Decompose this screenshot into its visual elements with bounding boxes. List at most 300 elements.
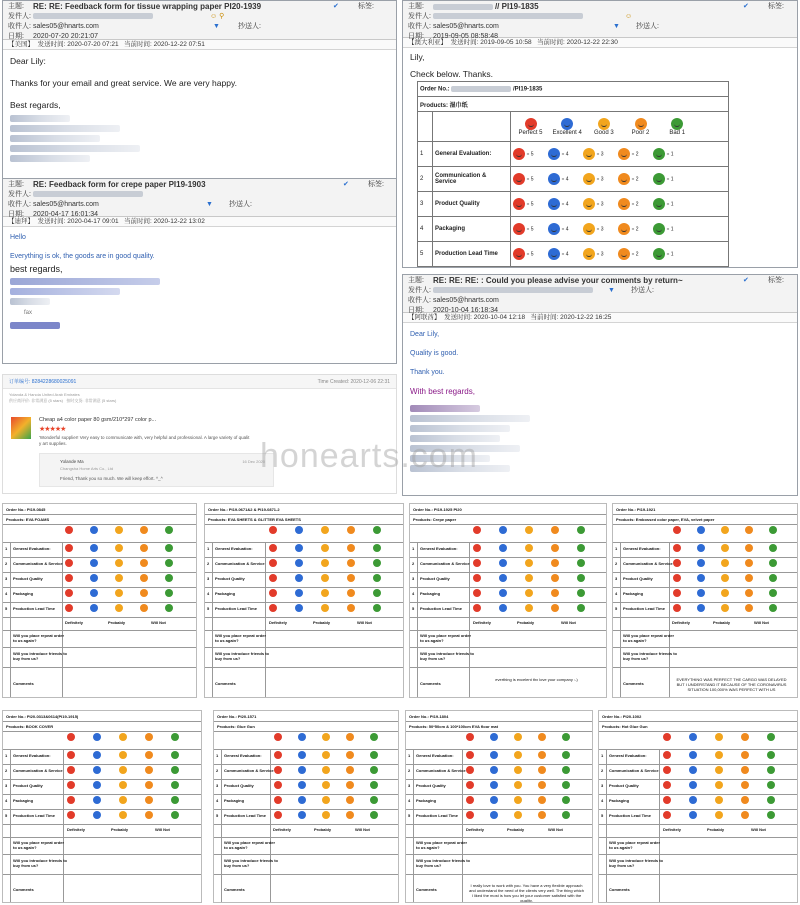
bad-face-icon: [671, 118, 683, 130]
flag-label: 标签:: [358, 3, 374, 10]
rating-dot: [295, 544, 303, 552]
rating-dot: [562, 751, 570, 759]
rating-dot: [769, 544, 777, 552]
email-date: 2020-10-04 16:18:34: [433, 307, 498, 314]
order-time: Time Created: 2020-12-06 22:31: [317, 379, 390, 385]
email-meta: 【迪拜】 发送时间: 2020-04-17 09:01 当前时间: 2020-12-22 13:02: [3, 217, 396, 227]
mini-products: Products: 50*50cm & 100*100cm EVA floor mat: [409, 724, 498, 729]
mini-order-no: Order No.: PI20-0313&0614(PI19-1915): [6, 714, 79, 719]
rating-dot: [577, 544, 585, 552]
rating-dot: [274, 781, 282, 789]
rating-dot: [689, 766, 697, 774]
mini-products: Products: Embossed color paper, EVA, velvet paper: [616, 517, 715, 522]
rating-dot: [322, 796, 330, 804]
rating-dot: [715, 796, 723, 804]
rating-dot: [295, 526, 303, 534]
rating-dot: [119, 796, 127, 804]
rating-dot: [473, 526, 481, 534]
rating-dot: [298, 733, 306, 741]
rating-dot: [145, 796, 153, 804]
rating-dot: [295, 589, 303, 597]
rating-dot: [721, 526, 729, 534]
to-label: 收件人:: [8, 23, 31, 30]
rating-dot: [370, 796, 378, 804]
mini-order-no: Order No.: PI20-1002: [602, 714, 642, 719]
rating-dot: [466, 751, 474, 759]
rating-dot: [322, 811, 330, 819]
rating-dot: [65, 574, 73, 582]
rating-dot: [119, 733, 127, 741]
rating-dot: [93, 751, 101, 759]
rating-dot: [370, 751, 378, 759]
feedback-form-thumbnail[interactable]: Order No.: PI20-0313&0614(PI19-1915) Products: BOOK COVER 1 General Evaluation: 2 Communication & Service 3 Product Quality 4 Packaging 5 Production Lead Time Definitely Probably Will Not Will you place repeat order to us again? Will you introduce friends to buy from us? Comments: [2, 710, 202, 903]
rating-dot: [373, 544, 381, 552]
rating-dot: [490, 766, 498, 774]
good-face-icon: [598, 118, 610, 130]
rating-dot: [673, 526, 681, 534]
rating-dot: [490, 811, 498, 819]
email-subject: RE: Feedback form for crepe paper PI19-1903: [33, 180, 206, 189]
rating-dot: [321, 526, 329, 534]
rating-dot: [499, 559, 507, 567]
rating-dot: [490, 751, 498, 759]
order-number[interactable]: 订单编号: 8284228680025091: [9, 379, 77, 385]
dropdown-icon[interactable]: ▼: [613, 23, 620, 30]
rating-dot: [715, 811, 723, 819]
rating-dot: [689, 733, 697, 741]
rating-dot: [140, 589, 148, 597]
rating-dot: [538, 781, 546, 789]
rating-dot: [715, 733, 723, 741]
rating-stars: ★★★★★: [39, 426, 66, 433]
rating-dot: [745, 526, 753, 534]
rating-dot: [298, 796, 306, 804]
rating-dot: [525, 526, 533, 534]
rating-dot: [140, 574, 148, 582]
rating-dot: [490, 796, 498, 804]
rating-dot: [525, 589, 533, 597]
rating-dot: [514, 796, 522, 804]
rating-face-icon: [513, 148, 525, 160]
rating-dot: [322, 766, 330, 774]
rating-dot: [115, 526, 123, 534]
rating-dot: [673, 589, 681, 597]
rating-dot: [525, 574, 533, 582]
rating-dot: [119, 766, 127, 774]
flag-icon[interactable]: ✔: [743, 277, 749, 284]
rating-dot: [171, 781, 179, 789]
mini-products: Products: Crepe paper: [413, 517, 457, 522]
rating-dot: [93, 733, 101, 741]
rating-face-icon: [618, 223, 630, 235]
rating-dot: [538, 766, 546, 774]
feedback-form-thumbnail[interactable]: Order No.: PI20-1002 Products: Hot Glue Gun 1 General Evaluation: 2 Communication & Service 3 Product Quality 4 Packaging 5 Production Lead Time Definitely Probably Will Not Will you place repeat order to us again? Will you introduce friends to buy from us? Comments: [598, 710, 798, 903]
rating-dot: [145, 766, 153, 774]
rating-dot: [90, 544, 98, 552]
products-cell: Products: 湿巾纸: [418, 97, 729, 112]
email-subject: RE: RE: Feedback form for tissue wrapping paper PI20-1939: [33, 2, 262, 11]
rating-dot: [663, 811, 671, 819]
rating-dot: [741, 811, 749, 819]
rating-dot: [165, 544, 173, 552]
rating-dot: [347, 589, 355, 597]
rating-dot: [673, 604, 681, 612]
rating-dot: [346, 781, 354, 789]
rating-dot: [274, 751, 282, 759]
rating-dot: [346, 751, 354, 759]
feedback-form-thumbnail[interactable]: Order No.: PI19-0671&2 & PI19-0871-2 Products: EVA SHEETS & GLITTER EVA SHEETS 1 General Evaluation: 2 Communication & Service 3 Product Quality 4 Packaging 5 Production Lead Time Definitely Probably Will Not Will you place repeat order to us again? Will you introduce friends to buy from us? Comments: [204, 503, 404, 698]
rating-dot: [322, 733, 330, 741]
rating-dot: [663, 781, 671, 789]
rating-dot: [473, 559, 481, 567]
rating-dot: [65, 589, 73, 597]
rating-dot: [373, 526, 381, 534]
mini-comment: I really love to work with you. You have a very flexible approach and understand the need of the clients very well. The thing which I liked the most is how you let your customer satisfied with the quality.: [469, 883, 584, 903]
sender-redacted: [33, 13, 153, 19]
review-card[interactable]: 订单编号: 8284228680025091 Time Created: 2020-12-06 22:31 Yolanda & Hanoia United Arab Emirates 供应商评价: 非常满意 (5 stars) 按时交货: 非常满意 (5 stars) Cheap a4 color paper 80 gsm/210*297 color p... ★★★★★ 'Wonderful supplier! Very easy to communicate with, very helpful and professional. A large variety of qualit y art supplies. Yolande Ma Changsha Home Arts Co., Ltd 16 Dec 2020 Friend, Thank you so much. We will keep effort. ^_^: [2, 374, 397, 494]
rating-face-icon: [583, 198, 595, 210]
rating-dot: [741, 733, 749, 741]
rating-dot: [171, 796, 179, 804]
rating-dot: [295, 604, 303, 612]
dropdown-icon[interactable]: ▼: [213, 23, 220, 30]
rating-dot: [347, 559, 355, 567]
rating-dot: [466, 766, 474, 774]
rating-dot: [115, 559, 123, 567]
rating-dot: [697, 559, 705, 567]
rating-dot: [745, 574, 753, 582]
rating-dot: [269, 544, 277, 552]
contact-icon[interactable]: ☺: [625, 13, 633, 20]
table-row: 1 General Evaluation: ○ 5 ○ 4 ○ 3 ○ 2 ○ 1: [418, 142, 729, 167]
rating-dot: [274, 766, 282, 774]
rating-dot: [65, 526, 73, 534]
rating-dot: [295, 559, 303, 567]
buyer-info: Yolanda & Hanoia United Arab Emirates: [9, 392, 80, 397]
mini-products: Products: EVA SHEETS & GLITTER EVA SHEETS: [208, 517, 301, 522]
redacted-signature: [10, 115, 70, 122]
rating-dot: [562, 766, 570, 774]
feedback-form-thumbnail[interactable]: Order No.: PI19-1921 Products: Embossed color paper, EVA, velvet paper 1 General Evaluation: 2 Communication & Service 3 Product Quality 4 Packaging 5 Production Lead Time Definitely Probably Will Not Will you place repeat order to us again? Will you introduce friends to buy from us? Comments EVERYTHING WAS PERFECT THE CARGO WAS DELAYED BUT I UNDERSTAND IT BECAUSE OF THE CORONAVIRUS SITUATION 100,000% WAS PERFECT WITH US: [612, 503, 798, 698]
rating-dot: [269, 589, 277, 597]
rating-dot: [499, 589, 507, 597]
rating-dot: [697, 526, 705, 534]
rating-dot: [298, 781, 306, 789]
rating-dot: [551, 544, 559, 552]
rating-face-icon: [653, 198, 665, 210]
rating-dot: [90, 526, 98, 534]
rating-dot: [274, 811, 282, 819]
rating-dot: [165, 574, 173, 582]
rating-dot: [67, 733, 75, 741]
rating-face-icon: [618, 148, 630, 160]
rating-dot: [525, 544, 533, 552]
rating-dot: [514, 733, 522, 741]
rating-dot: [322, 751, 330, 759]
rating-dot: [321, 559, 329, 567]
rating-dot: [767, 733, 775, 741]
greeting: Dear Lily:: [10, 56, 46, 66]
rating-dot: [90, 589, 98, 597]
rating-dot: [346, 766, 354, 774]
email-date: 2020-04-17 16:01:34: [33, 211, 98, 218]
rating-dot: [171, 766, 179, 774]
rating-dot: [115, 589, 123, 597]
rating-dot: [65, 559, 73, 567]
rating-dot: [115, 574, 123, 582]
rating-dot: [577, 574, 585, 582]
rating-dot: [721, 559, 729, 567]
rating-dot: [767, 766, 775, 774]
rating-dot: [370, 733, 378, 741]
rating-dot: [538, 751, 546, 759]
table-row: 5 Production Lead Time ○ 5 ○ 4 ○ 3 ○ 2 ○ 1: [418, 242, 729, 267]
flag-icon[interactable]: ✔: [333, 3, 339, 10]
rating-dot: [577, 559, 585, 567]
rating-dot: [115, 604, 123, 612]
recipient: sales05@hnarts.com: [33, 201, 99, 208]
rating-dot: [171, 811, 179, 819]
rating-dot: [767, 796, 775, 804]
rating-dot: [741, 781, 749, 789]
feedback-form-thumbnail[interactable]: Order No.: PI19-1804 Products: 50*50cm & 100*100cm EVA floor mat 1 General Evaluation: 2 Communication & Service 3 Product Quality 4 Packaging 5 Production Lead Time Definitely Probably Will Not Will you place repeat order to us again? Will you introduce friends to buy from us? Comments I really love to work with you. You have a very flexible approach and understand the need of the clients very well. The thing which I liked the most is how you let your customer satisfied with the quality.: [405, 710, 593, 903]
flag-icon[interactable]: ✔: [343, 181, 349, 188]
rating-dot: [321, 589, 329, 597]
rating-face-icon: [513, 248, 525, 260]
rating-dot: [551, 559, 559, 567]
rating-dot: [721, 589, 729, 597]
rating-dot: [321, 544, 329, 552]
rating-dot: [298, 751, 306, 759]
rating-dot: [473, 604, 481, 612]
rating-dot: [577, 604, 585, 612]
rating-dot: [577, 589, 585, 597]
rating-dot: [473, 544, 481, 552]
rating-dot: [93, 781, 101, 789]
feedback-table: Order No.: /PI19-1835 Products: 湿巾纸 Perfect 5 Excellent 4 Good 3 Poor 2 Bad 1 1 General Evaluation: ○ 5 ○ 4 ○ 3 ○ 2 ○ 1 2 Communication & Service ○ 5 ○ 4 ○ 3 ○ 2 ○ 1 3 Product Quality ○ 5 ○ 4 ○ 3 ○ 2 ○ 1 4 Packaging ○ 5 ○ 4 ○ 3 ○ 2 ○ 1 5 Production Lead Time ○ 5 ○ 4 ○ 3 ○ 2 ○ 1: [417, 81, 729, 267]
rating-face-icon: [653, 248, 665, 260]
rating-dot: [689, 781, 697, 789]
rating-dot: [67, 751, 75, 759]
rating-dot: [689, 811, 697, 819]
rating-dot: [269, 574, 277, 582]
rating-dot: [373, 559, 381, 567]
rating-dot: [347, 574, 355, 582]
poor-face-icon: [635, 118, 647, 130]
recipient: sales05@hnarts.com: [433, 23, 499, 30]
rating-dot: [689, 751, 697, 759]
rating-dot: [171, 751, 179, 759]
rating-dot: [499, 604, 507, 612]
mini-order-no: Order No.: PI19-1921: [616, 507, 656, 512]
rating-dot: [745, 544, 753, 552]
rating-dot: [551, 526, 559, 534]
rating-dot: [767, 811, 775, 819]
mini-products: Products: Glue Gun: [217, 724, 255, 729]
rating-dot: [741, 766, 749, 774]
rating-dot: [514, 766, 522, 774]
rating-face-icon: [548, 248, 560, 260]
rating-dot: [715, 781, 723, 789]
signoff: Best regards,: [10, 100, 61, 110]
rating-dot: [525, 604, 533, 612]
rating-dot: [562, 796, 570, 804]
rating-dot: [140, 526, 148, 534]
dropdown-icon[interactable]: ▼: [608, 287, 615, 294]
feedback-form-thumbnail[interactable]: Order No.: PI19-1925 PI20 Products: Crepe paper 1 General Evaluation: 2 Communication & Service 3 Product Quality 4 Packaging 5 Production Lead Time Definitely Probably Will Not Will you place repeat order to us again? Will you introduce friends to buy from us? Comments everthing is excelent thx love your company :-): [409, 503, 607, 698]
rating-dot: [769, 574, 777, 582]
email-panel-3[interactable]: [2, 178, 397, 364]
rating-dot: [466, 811, 474, 819]
review-text: 'Wonderful supplier! Very easy to communicate with, very helpful and professional. A large variety of qualit y art supplies.: [39, 435, 250, 446]
rating-dot: [67, 766, 75, 774]
rating-dot: [767, 751, 775, 759]
from-label: 发件人:: [8, 13, 31, 20]
rating-dot: [269, 526, 277, 534]
mini-products: Products: EVA FOAMS: [6, 517, 50, 522]
rating-dot: [745, 559, 753, 567]
sender-redacted: [433, 13, 583, 19]
rating-dot: [663, 796, 671, 804]
rating-dot: [274, 796, 282, 804]
rating-dot: [346, 733, 354, 741]
contact-icon[interactable]: ☺ ⚲: [210, 13, 225, 20]
mini-order-no: Order No.: PI19-1804: [409, 714, 449, 719]
rating-dot: [346, 811, 354, 819]
rating-dot: [347, 604, 355, 612]
email-body: Dear Lily, Quality is good. Thank you. With best regards,: [403, 323, 797, 481]
rating-face-icon: [653, 173, 665, 185]
rating-dot: [165, 526, 173, 534]
rating-face-icon: [583, 148, 595, 160]
rating-dot: [145, 733, 153, 741]
rating-dot: [321, 574, 329, 582]
rating-dot: [767, 781, 775, 789]
rating-dot: [274, 733, 282, 741]
rating-dot: [499, 526, 507, 534]
rating-dot: [551, 589, 559, 597]
rating-dot: [145, 811, 153, 819]
cc-label: 抄送人:: [238, 23, 261, 30]
mini-order-no: Order No.: PI19-0845: [6, 507, 46, 512]
dropdown-icon[interactable]: ▼: [206, 201, 213, 208]
rating-dot: [715, 751, 723, 759]
rating-dot: [347, 526, 355, 534]
rating-dot: [551, 604, 559, 612]
rating-dot: [119, 751, 127, 759]
rating-dot: [93, 796, 101, 804]
email-body: Hello Everything is ok, the goods are in good quality. best regards, fax: [3, 227, 396, 337]
rating-face-icon: [653, 223, 665, 235]
table-row: 3 Product Quality ○ 5 ○ 4 ○ 3 ○ 2 ○ 1: [418, 192, 729, 217]
email-header: 主题: // PI19-1835 ✔ 标签: 发件人: ☺ 收件人: sales05@hnarts.com ▼ 抄送人: 日期: 2019-09-05 08:58:48: [403, 1, 797, 38]
rating-dot: [769, 559, 777, 567]
rating-dot: [373, 604, 381, 612]
rating-dot: [269, 559, 277, 567]
rating-dot: [697, 544, 705, 552]
rating-dot: [140, 544, 148, 552]
rating-dot: [769, 589, 777, 597]
feedback-form-thumbnail[interactable]: Order No.: PI20-1571 Products: Glue Gun 1 General Evaluation: 2 Communication & Service 3 Product Quality 4 Packaging 5 Production Lead Time Definitely Probably Will Not Will you place repeat order to us again? Will you introduce friends to buy from us? Comments: [213, 710, 399, 903]
rating-dot: [525, 559, 533, 567]
rating-dot: [769, 526, 777, 534]
rating-dot: [119, 781, 127, 789]
feedback-form-thumbnail[interactable]: Order No.: PI19-0845 Products: EVA FOAMS 1 General Evaluation: 2 Communication & Service 3 Product Quality 4 Packaging 5 Production Lead Time Definitely Probably Will Not Will you place repeat order to us again? Will you introduce friends to buy from us? Comments: [2, 503, 197, 698]
rating-face-icon: [548, 223, 560, 235]
rating-dot: [551, 574, 559, 582]
email-date: 2019-09-05 08:58:48: [433, 33, 498, 40]
rating-dot: [741, 796, 749, 804]
rating-dot: [697, 589, 705, 597]
email-header: 主题: RE: Feedback form for crepe paper PI19-1903 ✔ 标签: 发件人: 收件人: sales05@hnarts.com ▼ 抄送人: 日期: 2020-04-17 16:01:34: [3, 179, 396, 217]
rating-face-icon: [548, 173, 560, 185]
email-meta: 【澳大利亚】 发送时间: 2019-09-05 10:58 当前时间: 2020-12-22 22:30: [403, 38, 797, 48]
rating-dot: [298, 766, 306, 774]
rating-dot: [370, 781, 378, 789]
rating-dot: [721, 574, 729, 582]
rating-dot: [514, 751, 522, 759]
rating-dot: [347, 544, 355, 552]
table-row: 2 Communication & Service ○ 5 ○ 4 ○ 3 ○ 2 ○ 1: [418, 167, 729, 192]
mini-comment: EVERYTHING WAS PERFECT THE CARGO WAS DELAYED BUT I UNDERSTAND IT BECAUSE OF THE CORONAVIRUS SITUATION 100,000% WAS PERFECT WITH US: [676, 677, 787, 692]
rating-dot: [577, 526, 585, 534]
perfect-face-icon: [525, 118, 537, 130]
rating-dot: [514, 811, 522, 819]
sender-redacted: [33, 191, 143, 197]
rating-dot: [93, 811, 101, 819]
rating-dot: [721, 604, 729, 612]
rating-dot: [466, 796, 474, 804]
rating-dot: [67, 781, 75, 789]
email-subject: RE: RE: RE: : Could you please advise your comments by return~: [433, 276, 683, 285]
email-meta: 【阿联酋】 发送时间: 2020-10-04 12:18 当前时间: 2020-12-22 16:25: [403, 313, 797, 323]
rating-face-icon: [618, 173, 630, 185]
rating-dot: [697, 574, 705, 582]
email-body: Lily, Check below. Thanks.: [410, 52, 493, 79]
table-row: 4 Packaging ○ 5 ○ 4 ○ 3 ○ 2 ○ 1: [418, 217, 729, 242]
email-header: 主题: RE: RE: RE: : Could you please advise your comments by return~ ✔ 标签: 发件人: ▼ 抄送人: 收件人: sales05@hnarts.com 日期: 2020-10-04 16:18:34: [403, 275, 797, 313]
rating-dot: [370, 811, 378, 819]
rating-dot: [67, 811, 75, 819]
flag-icon[interactable]: ✔: [743, 3, 749, 10]
sender-redacted: [433, 287, 593, 293]
product-thumbnail[interactable]: [11, 417, 31, 439]
rating-dot: [165, 589, 173, 597]
email-date: 2020-07-20 20:21:07: [33, 33, 98, 40]
rating-dot: [538, 811, 546, 819]
email-meta: 【美国】 发送时间: 2020-07-20 07:21 当前时间: 2020-12-22 07:51: [3, 40, 396, 50]
rating-dot: [165, 559, 173, 567]
rating-dot: [321, 604, 329, 612]
rating-dot: [721, 544, 729, 552]
watermark: honearts.com: [260, 437, 478, 475]
excellent-face-icon: [561, 118, 573, 130]
rating-dot: [697, 604, 705, 612]
rating-dot: [562, 811, 570, 819]
rating-dot: [373, 574, 381, 582]
rating-face-icon: [583, 223, 595, 235]
email-panel-2[interactable]: [402, 0, 798, 268]
rating-dot: [514, 781, 522, 789]
rating-face-icon: [513, 173, 525, 185]
rating-dot: [370, 766, 378, 774]
product-title[interactable]: Cheap a4 color paper 80 gsm/210*297 color p...: [39, 417, 157, 423]
rating-dot: [745, 604, 753, 612]
recipient: sales05@hnarts.com: [33, 23, 99, 30]
rating-face-icon: [548, 198, 560, 210]
rating-dot: [562, 781, 570, 789]
subject-label: 主题:: [8, 3, 24, 10]
